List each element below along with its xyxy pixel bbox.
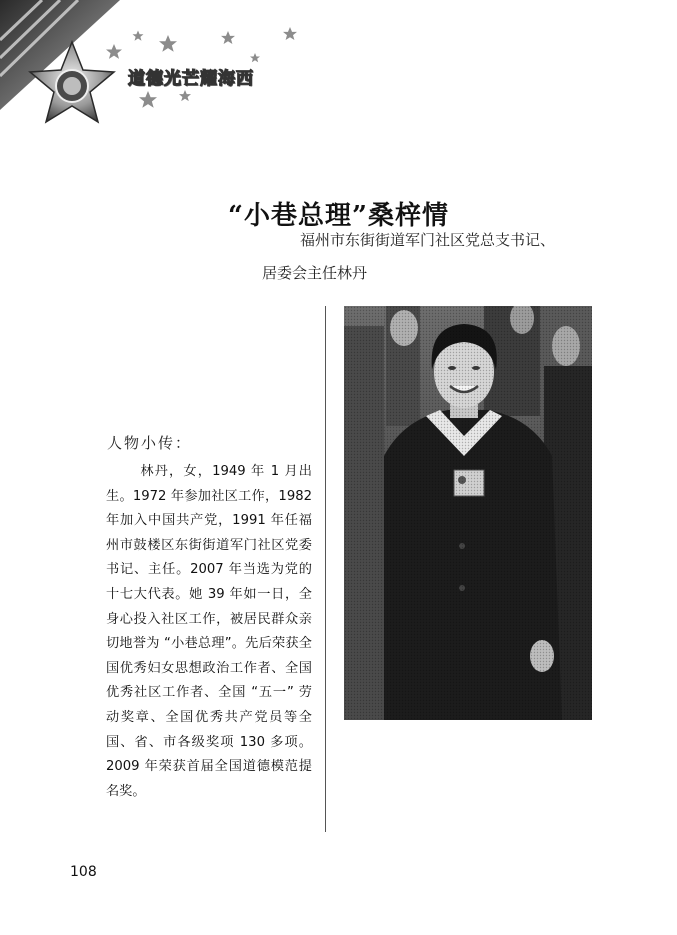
bio-body <box>106 460 312 804</box>
article-title: “小巷总理”桑梓情 <box>228 201 449 232</box>
bio-heading: 人物小传： <box>107 434 193 452</box>
column-divider <box>325 306 326 832</box>
article-subtitle-line1: 福州市东街街道军门社区党总支书记、 <box>300 231 556 249</box>
portrait-photo <box>344 306 592 720</box>
article-subtitle-line2: 居委会主任林丹 <box>262 264 368 282</box>
section-header-title: 道德光芒耀海西 <box>128 69 254 89</box>
page-number: 108 <box>70 864 97 880</box>
bio-paragraph: 林丹，女，1949 年 1 月出生。1972 年参加社区工作，1982 年加入中国共产党，1991 年任福州市鼓楼区东街街道军门社区党委书记、主任。2007 年当选为党的十七大代表。她 39 年如一日，全身心投入社区工作，被居民群众亲切地誉为 “小巷总理”。先后荣获全国优秀妇女思想政治工作者、全国优秀社区工作者、全国 “五一” 劳动奖章、全国优秀共产党员等全国、省、市各级奖项 130 多项。2009 年荣获首届全国道德模范提名奖。 <box>106 464 312 799</box>
portrait-illustration <box>344 306 592 720</box>
